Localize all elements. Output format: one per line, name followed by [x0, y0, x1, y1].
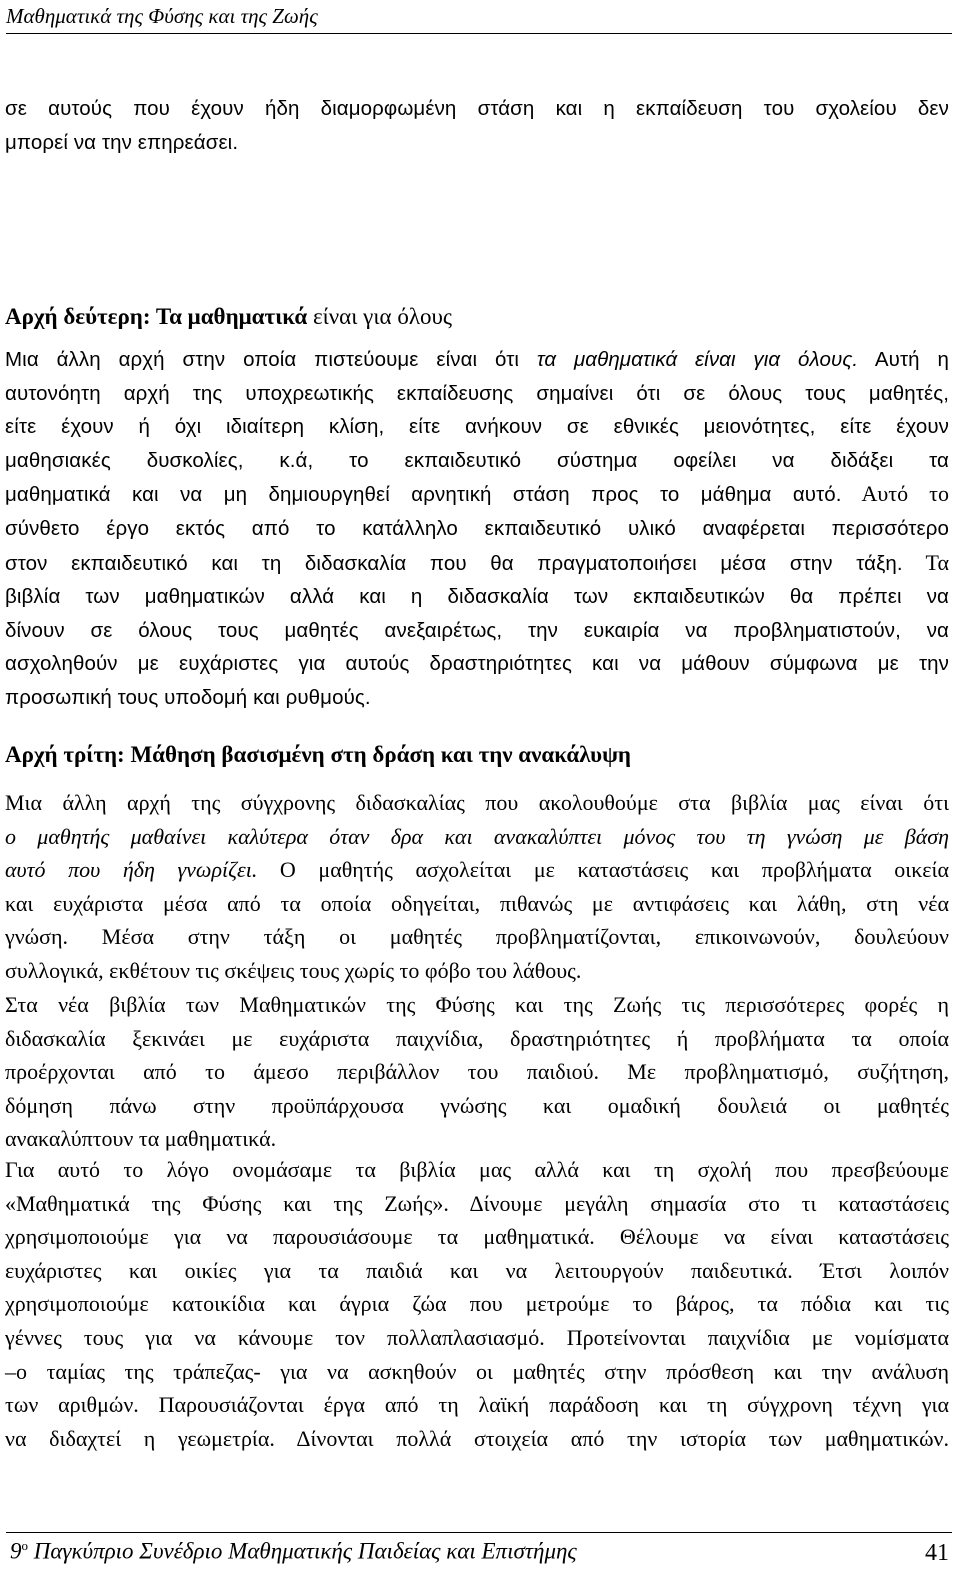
section3-heading-part2: Μάθηση βασισμένη στη δράση και την ανακάλυψη	[124, 742, 631, 767]
text-run: ασχοληθούν με ευχάριστες για αυτούς δραστηριότητες και να μάθουν σύμφωνα με την	[5, 652, 949, 676]
text-run: ευχάριστες και οικίες για τα παιδιά και να λειτουργούν παιδευτικά. Έτσι λοιπόν	[5, 1257, 949, 1283]
text-line	[5, 1355, 949, 1389]
text-run: Στα νέα βιβλία των Μαθηματικών της Φύσης και της Ζωής τις περισσότερες φορές η	[5, 992, 949, 1017]
text-line	[5, 546, 949, 581]
text-line	[5, 377, 949, 411]
text-run: Ο μαθητής ασχολείται με καταστάσεις και προβλήματα οικεία	[257, 857, 949, 883]
text-run: των αριθμών. Παρουσιάζονται έργα από τη λαϊκή παράδοση και τη σύγχρονη τέχνη για	[5, 1392, 949, 1418]
text-line	[5, 1089, 949, 1123]
text-line	[5, 786, 949, 820]
text-run: δίνουν σε όλους τους μαθητές ανεξαιρέτως, την ευκαιρία να προβληματιστούν, να	[5, 618, 949, 642]
header-rule	[6, 33, 952, 34]
text-run: βιβλία των μαθηματικών αλλά και η διδασκαλία των εκπαιδευτικών θα πρέπει να	[5, 585, 949, 609]
footer-conference	[10, 1538, 577, 1565]
text-line	[5, 1220, 949, 1254]
emphasis-text: ο μαθητής μαθαίνει καλύτερα όταν δρα και ανακαλύπτει μόνος του τη γνώση με βάση	[5, 823, 949, 849]
text-run: προέρχονται από το άμεσο περιβάλλον του παιδιού. Με προβληματισμό, συζήτηση,	[5, 1059, 949, 1085]
text-run: «Μαθηματικά της Φύσης και της Ζωής». Δίνουμε μεγάλη σημασία στο τι καταστάσεις	[5, 1190, 949, 1216]
text-run: σύνθετο έργο εκτός από το κατάλληλο εκπαιδευτικό υλικό αναφέρεται περισσότερο	[5, 516, 949, 540]
text-run: ανακαλύπτουν τα μαθηματικά.	[5, 1126, 277, 1152]
text-run: στον εκπαιδευτικό και τη διδασκαλία που θα πραγματοποιήσει μέσα στην τάξη.	[5, 551, 903, 575]
text-line	[5, 444, 949, 478]
text-line	[5, 954, 949, 988]
text-run: μαθησιακές δυσκολίες, κ.ά, το εκπαιδευτικό σύστημα οφείλει να διδάξει τα	[5, 448, 949, 472]
text-run: διδασκαλία ξεκινάει με ευχάριστα παιχνίδια, δραστηριότητες ή προβλήματα τα οποία	[5, 1025, 949, 1051]
text-run: μαθηματικά και να μη δημιουργηθεί αρνητική στάση προς το μάθημα αυτό.	[5, 483, 842, 507]
text-run: είτε έχουν ή όχι ιδιαίτερη κλίση, είτε ανήκουν σε εθνικές μειονότητες, είτε έχουν	[5, 415, 949, 439]
text-line	[5, 853, 949, 887]
text-line	[5, 1122, 949, 1156]
emphasis-text: τα μαθηματικά είναι για όλους.	[536, 348, 859, 371]
running-header-title: Μαθηματικά της Φύσης και της Ζωής	[6, 4, 318, 28]
text-line	[5, 1187, 949, 1221]
section2-heading-bold: Αρχή δεύτερη: Τα μαθηματικά	[5, 304, 308, 329]
text-run: Για αυτό το λόγο ονομάσαμε τα βιβλία μας αλλά και τη σχολή που πρεσβεύουμε	[5, 1157, 949, 1182]
text-line	[5, 1055, 949, 1089]
text-run: Αυτό το	[841, 481, 949, 507]
text-line	[5, 1153, 949, 1187]
text-line	[5, 477, 949, 512]
text-line	[5, 887, 949, 921]
text-run: χρησιμοποιούμε κατοικίδια και άγρια ζώα που μετρούμε το βάρος, τα πόδια και τις	[5, 1291, 949, 1317]
text-line	[5, 988, 949, 1022]
intro-paragraph	[5, 92, 949, 159]
section2-heading-rest: είναι για όλους	[307, 304, 452, 329]
text-line	[5, 681, 949, 715]
text-line: σε αυτούς που έχουν ήδη διαμορφωμένη στάση και η εκπαίδευση του σχολείου δεν	[5, 97, 949, 120]
footer-ordinal: 9	[10, 1538, 22, 1564]
text-run: αυτονόητη αρχή της υποχρεωτικής εκπαίδευσης σημαίνει ότι σε όλους τους μαθητές,	[5, 381, 949, 405]
text-run: Τα	[902, 549, 949, 575]
text-line	[5, 343, 949, 377]
text-line	[5, 410, 949, 444]
text-run: Μια άλλη αρχή στην οποία πιστεύουμε είναι ότι	[5, 348, 537, 371]
text-line	[5, 1287, 949, 1321]
section3-heading-part1: Αρχή τρίτη:	[5, 742, 125, 767]
emphasis-text: αυτό που ήδη γνωρίζει.	[5, 857, 258, 883]
text-run: γνώση. Μέσα στην τάξη οι μαθητές προβληματίζονται, επικοινωνούν, δουλεύουν	[5, 924, 949, 950]
text-run: Αυτή η	[858, 348, 949, 371]
text-line	[5, 647, 949, 681]
text-run: συλλογικά, εκθέτουν τις σκέψεις τους χωρίς το φόβο του λάθους.	[5, 957, 582, 983]
footer-rule	[6, 1532, 952, 1533]
page-number: 41	[925, 1540, 949, 1566]
text-line	[5, 1022, 949, 1056]
text-run: και ευχάριστα μέσα από τα οποία οδηγείται, πιθανώς με αντιφάσεις και λάθη, στη νέα	[5, 890, 949, 916]
section3-paragraph-1	[5, 786, 949, 988]
section2-heading	[5, 304, 452, 330]
text-line	[5, 1321, 949, 1355]
section3-paragraph-3	[5, 1153, 949, 1455]
text-line	[5, 820, 949, 854]
section2-paragraph	[5, 343, 949, 715]
footer-ordinal-sup: ο	[21, 1538, 28, 1553]
text-line	[5, 512, 949, 546]
text-run: –ο ταμίας της τράπεζας- για να ασκηθούν οι μαθητές στην πρόσθεση και την ανάλυση	[5, 1358, 949, 1384]
text-run: δόμηση πάνω στην προϋπάρχουσα γνώσης και ομαδική δουλειά οι μαθητές	[5, 1092, 949, 1118]
text-line: μπορεί να την επηρεάσει.	[5, 130, 239, 154]
section3-paragraph-2	[5, 988, 949, 1156]
text-run: προσωπική τους υποδομή και ρυθμούς.	[5, 685, 371, 709]
footer-conference-name: Παγκύπριο Συνέδριο Μαθηματικής Παιδείας και Επιστήμης	[28, 1538, 577, 1564]
text-run: Μια άλλη αρχή της σύγχρονης διδασκαλίας που ακολουθούμε στα βιβλία μας είναι ότι	[5, 790, 949, 815]
text-line	[5, 1388, 949, 1422]
text-run: γέννες τους για να κάνουμε τον πολλαπλασιασμό. Προτείνονται παιχνίδια με νομίσματα	[5, 1324, 949, 1350]
text-line	[5, 920, 949, 954]
text-line	[5, 1422, 949, 1456]
text-line	[5, 614, 949, 648]
text-line	[5, 1254, 949, 1288]
text-run: να διδαχτεί η γεωμετρία. Δίνονται πολλά στοιχεία από την ιστορία των μαθηματικών.	[5, 1425, 949, 1451]
text-line	[5, 580, 949, 614]
text-run: χρησιμοποιούμε για να παρουσιάσουμε τα μαθηματικά. Θέλουμε να είναι καταστάσεις	[5, 1224, 949, 1250]
section3-heading	[5, 742, 631, 768]
